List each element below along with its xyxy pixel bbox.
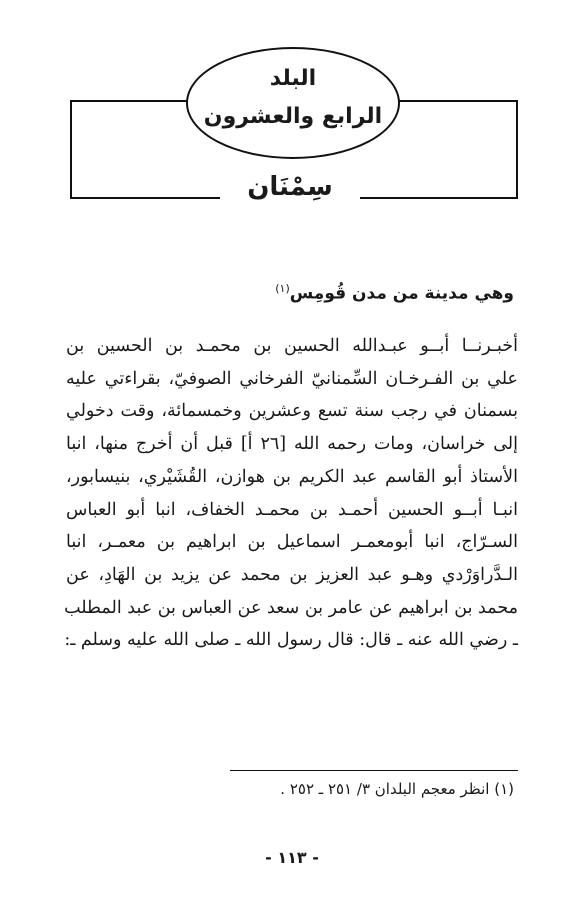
section-heading-text: وهي مدينة من مدن قُومِس	[289, 283, 514, 304]
body-line: ـ رضي الله عنه ـ قال: قال رسول الله ـ صلى الله عليه وسلم ـ:	[64, 630, 518, 651]
city-title: سِمْنَان	[247, 172, 333, 202]
body-line: انبـا أبــو الحسين أحمـد بن محمـد الخفاف، انبا أبو العباس	[66, 499, 518, 520]
body-line: الأستاذ أبو القاسم عبد الكريم بن هوازن، القُشَيْري، بنيسابور،	[66, 466, 518, 487]
section-heading	[275, 282, 514, 304]
body-paragraph	[66, 330, 518, 657]
volume-title-line2: الرابع والعشرون	[203, 104, 383, 129]
volume-oval	[186, 47, 400, 159]
body-line: الـدَّراوَرْدي وهـو عبد العزيز بن محمد عن يزيد بن الهَادِ، عن	[66, 564, 518, 585]
frame-bottom-rule-left	[70, 197, 220, 199]
frame-bottom-rule-right	[360, 197, 518, 199]
body-line: إلى خراسان، ومات رحمه الله [٢٦ أ] قبل أن أخرج منها، انبا	[66, 434, 518, 455]
body-line: أخبـرنــا أبــو عبـدالله الحسين بن محمـد بن الحسين بن	[66, 336, 518, 356]
body-line: السـرّاج، انبا أبومعمـر اسماعيل بن ابراهيم بن معمـر، انبا	[66, 532, 518, 553]
body-line: محمد بن ابراهيم عن عامر بن سعد عن العباس بن عبد المطلب	[64, 597, 518, 618]
volume-title-line1: البلد	[269, 66, 317, 91]
footnote-rule	[230, 770, 518, 771]
footnote: (١) انظر معجم البلدان ٣/ ٢٥١ ـ ٢٥٢ .	[280, 780, 514, 798]
page-number: - ١١٣ -	[265, 848, 319, 867]
body-line: علي بن الفـرخـان السِّمنانيّ الفرخاني الصوفيّ، بقراءتي عليه	[66, 368, 518, 389]
body-line: بسمنان في رجب سنة تسع وعشرين وخمسمائة، وقت دخولي	[66, 401, 518, 422]
footnote-marker: (١)	[275, 282, 290, 295]
